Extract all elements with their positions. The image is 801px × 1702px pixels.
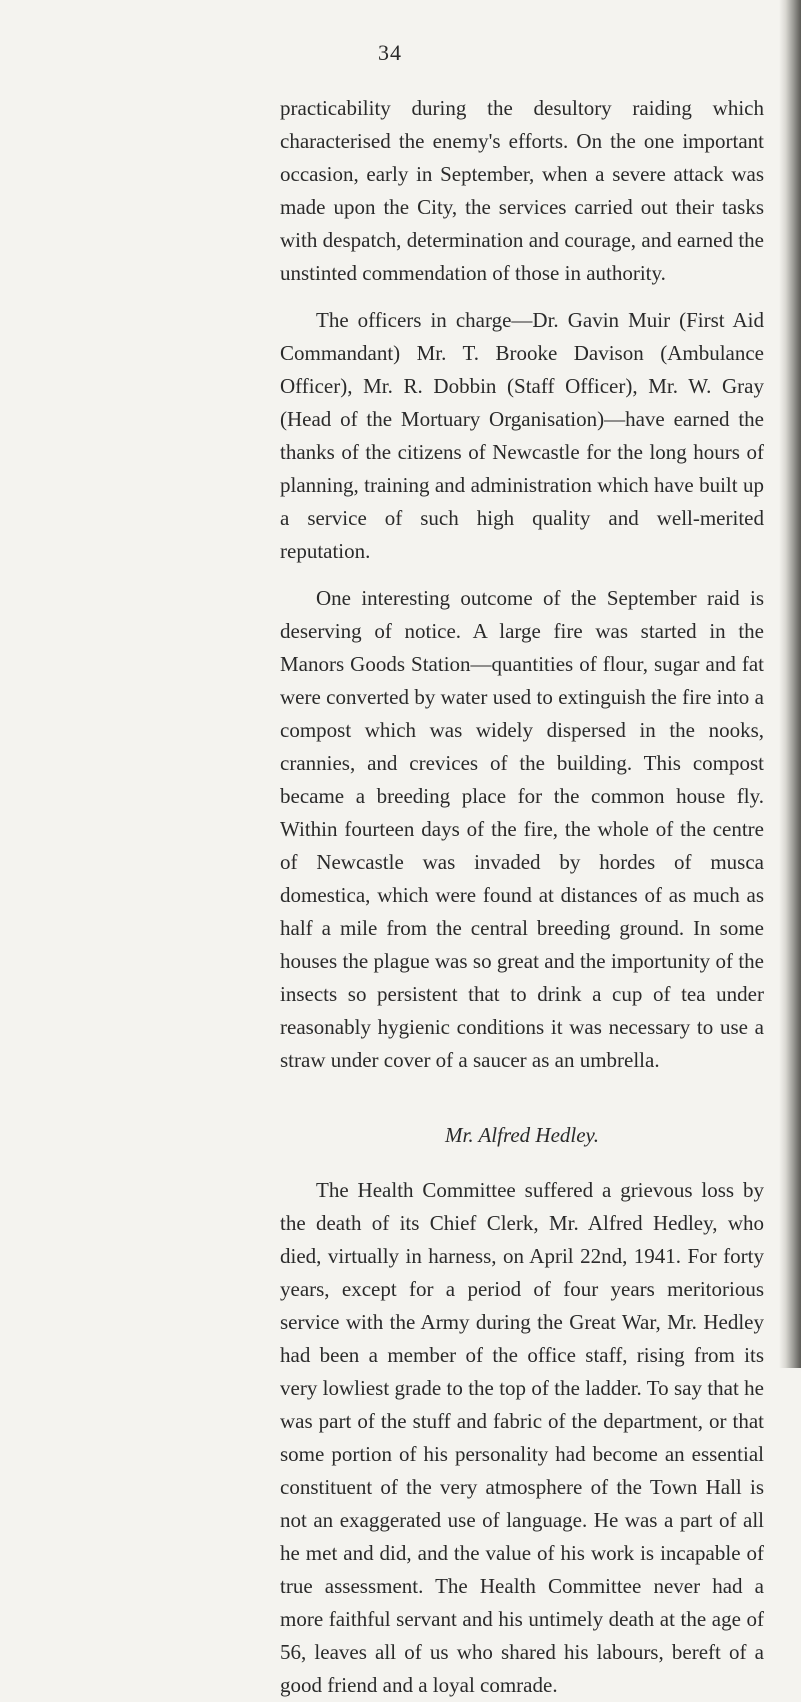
section-heading: Mr. Alfred Hedley.: [445, 1123, 599, 1147]
page-number: 34: [378, 40, 402, 65]
page-binding-edge: [779, 0, 801, 1368]
paragraph-officers: The officers in charge—Dr. Gavin Muir (First Aid Commandant) Mr. T. Brooke Davison (Ambulance Officer), Mr. R. Dobbin (Staff Officer), Mr. W. Gray (Head of the Mortuary Organisation)—have earned the thanks of the citizens of Newcastle for the long hours of planning, training and administration which have built up a service of such high quality and well-merited reputation.: [280, 308, 764, 563]
page-body: [280, 92, 764, 1702]
paragraph-raid-services: practicability during the desultory raiding which characterised the enemy's efforts. On the one important occasion, early in September, when a severe attack was made upon the City, the services carried out their tasks with despatch, determination and courage, and earned the unstinted commendation of those in authority.: [280, 96, 764, 285]
paragraph-hedley-obituary: The Health Committee suffered a grievous loss by the death of its Chief Clerk, Mr. Alfred Hedley, who died, virtually in harness, on April 22nd, 1941. For forty years, except for a period of four years meritorious service with the Army during the Great War, Mr. Hedley had been a member of the office staff, rising from its very lowliest grade to the top of the ladder. To say that he was part of the stuff and fabric of the department, or that some portion of his personality had become an essential constituent of the very atmosphere of the Town Hall is not an exaggerated use of language. He was a part of all he met and did, and the value of his work is incapable of true assessment. The Health Committee never had a more faithful servant and his untimely death at the age of 56, leaves all of us who shared his labours, bereft of a good friend and a loyal comrade.: [280, 1178, 764, 1697]
paragraph-house-fly: One interesting outcome of the September raid is deserving of notice. A large fire was started in the Manors Goods Station—quantities of flour, sugar and fat were converted by water used to extinguish the fire into a compost which was widely dispersed in the nooks, crannies, and crevices of the building. This compost became a breeding place for the common house fly. Within fourteen days of the fire, the whole of the centre of Newcastle was invaded by hordes of musca domestica, which were found at distances of as much as half a mile from the central breeding ground. In some houses the plague was so great and the importunity of the insects so persistent that to drink a cup of tea under reasonably hygienic conditions it was necessary to use a straw under cover of a saucer as an umbrella.: [280, 586, 764, 1072]
